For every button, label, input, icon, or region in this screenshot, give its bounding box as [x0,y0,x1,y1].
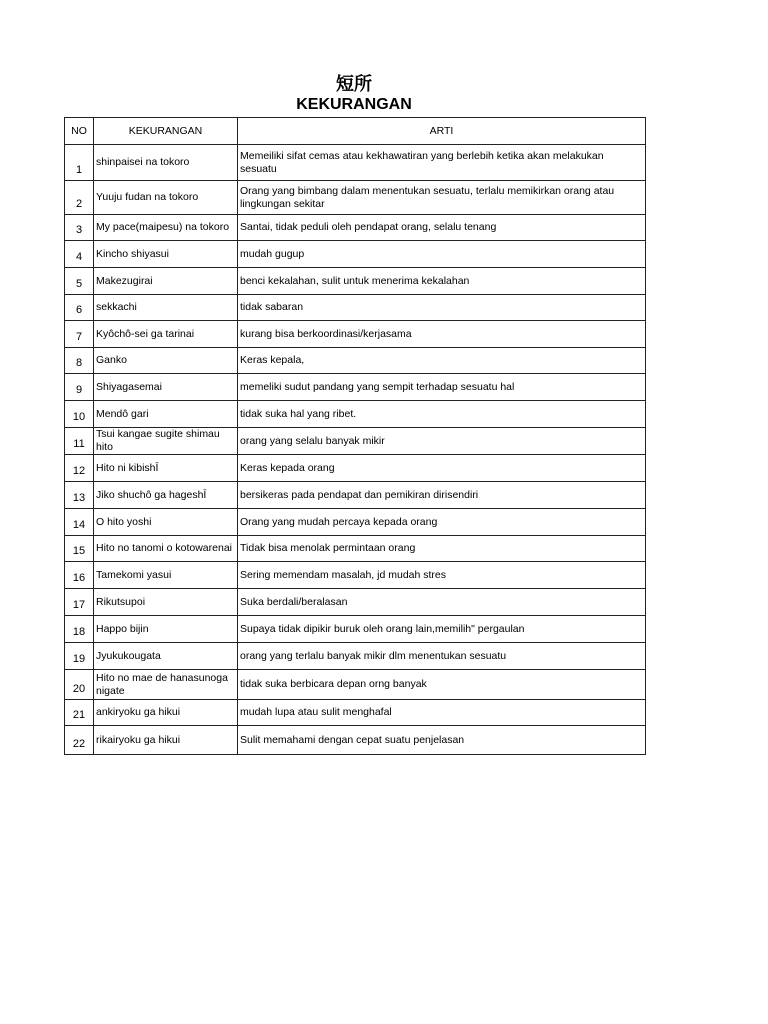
table-row [65,643,646,670]
row-kekurangan: Tsui kangae sugite shimau hito [94,428,238,455]
row-arti: bersikeras pada pendapat dan pemikiran dirisendiri [238,482,646,509]
row-arti: Sulit memahami dengan cepat suatu penjelasan [238,726,646,755]
row-number: 17 [65,589,94,616]
header-no: NO [65,118,94,145]
header-arti: ARTI [238,118,646,145]
row-number: 6 [65,295,94,321]
row-arti: tidak suka berbicara depan orng banyak [238,670,646,700]
row-number: 2 [65,181,94,215]
row-kekurangan: Happo bijin [94,616,238,643]
row-kekurangan: Mendô gari [94,401,238,428]
row-kekurangan: Hito no mae de hanasunoga nigate [94,670,238,700]
row-arti: Keras kepala, [238,348,646,374]
row-number: 20 [65,670,94,700]
row-kekurangan: Yuuju fudan na tokoro [94,181,238,215]
row-arti: kurang bisa berkoordinasi/kerjasama [238,321,646,348]
row-kekurangan: Ganko [94,348,238,374]
row-arti: orang yang selalu banyak mikir [238,428,646,455]
row-number: 5 [65,268,94,295]
row-number: 13 [65,482,94,509]
table-row [65,509,646,536]
row-kekurangan: Kincho shiyasui [94,241,238,268]
table-row [65,145,646,181]
row-kekurangan: Jyukukougata [94,643,238,670]
row-arti: Keras kepada orang [238,455,646,482]
row-number: 18 [65,616,94,643]
row-number: 3 [65,215,94,241]
table-row [65,374,646,401]
table-row [65,181,646,215]
row-arti: Santai, tidak peduli oleh pendapat orang, selalu tenang [238,215,646,241]
table-row [65,348,646,374]
row-kekurangan: Shiyagasemai [94,374,238,401]
row-number: 7 [65,321,94,348]
table-row [65,589,646,616]
row-number: 22 [65,726,94,755]
row-arti: mudah lupa atau sulit menghafal [238,700,646,726]
row-kekurangan: Hito no tanomi o kotowarenai [94,536,238,562]
table-row [65,700,646,726]
row-number: 19 [65,643,94,670]
row-number: 8 [65,348,94,374]
row-kekurangan: ankiryoku ga hikui [94,700,238,726]
row-arti: mudah gugup [238,241,646,268]
table-row [65,482,646,509]
table-row [65,241,646,268]
row-kekurangan: sekkachi [94,295,238,321]
row-number: 12 [65,455,94,482]
row-arti: Supaya tidak dipikir buruk oleh orang lain,memilih" pergaulan [238,616,646,643]
table-row [65,670,646,700]
row-arti: tidak suka hal yang ribet. [238,401,646,428]
table-row [65,268,646,295]
row-arti: Memeiliki sifat cemas atau kekhawatiran yang berlebih ketika akan melakukan sesuatu [238,145,646,181]
row-number: 9 [65,374,94,401]
row-number: 11 [65,428,94,455]
row-number: 14 [65,509,94,536]
row-arti: memeliki sudut pandang yang sempit terhadap sesuatu hal [238,374,646,401]
row-arti: Orang yang mudah percaya kepada orang [238,509,646,536]
row-number: 16 [65,562,94,589]
row-kekurangan: Rikutsupoi [94,589,238,616]
row-arti: orang yang terlalu banyak mikir dlm menentukan sesuatu [238,643,646,670]
row-arti: Suka berdali/beralasan [238,589,646,616]
row-arti: Orang yang bimbang dalam menentukan sesuatu, terlalu memikirkan orang atau lingkungan sekitar [238,181,646,215]
header-kekurangan: KEKURANGAN [94,118,238,145]
page-title-japanese: 短所 [336,74,372,95]
table-row [65,726,646,755]
row-number: 21 [65,700,94,726]
table-row [65,616,646,643]
row-kekurangan: My pace(maipesu) na tokoro [94,215,238,241]
row-arti: Sering memendam masalah, jd mudah stres [238,562,646,589]
row-arti: benci kekalahan, sulit untuk menerima kekalahan [238,268,646,295]
table-row [65,401,646,428]
row-number: 10 [65,401,94,428]
table-header-row [65,118,646,145]
row-kekurangan: Jiko shuchô ga hageshĪ [94,482,238,509]
row-kekurangan: O hito yoshi [94,509,238,536]
row-kekurangan: Makezugirai [94,268,238,295]
table-row [65,455,646,482]
table-row [65,536,646,562]
table-row [65,321,646,348]
row-kekurangan: shinpaisei na tokoro [94,145,238,181]
table-row [65,295,646,321]
row-kekurangan: rikairyoku ga hikui [94,726,238,755]
table-row [65,562,646,589]
row-kekurangan: Tamekomi yasui [94,562,238,589]
row-number: 15 [65,536,94,562]
row-arti: Tidak bisa menolak permintaan orang [238,536,646,562]
page-title: KEKURANGAN [296,96,412,113]
table-row [65,428,646,455]
row-arti: tidak sabaran [238,295,646,321]
kekurangan-table [64,117,646,755]
row-number: 4 [65,241,94,268]
row-kekurangan: Kyôchô-sei ga tarinai [94,321,238,348]
row-number: 1 [65,145,94,181]
table-row [65,215,646,241]
row-kekurangan: Hito ni kibishĪ [94,455,238,482]
